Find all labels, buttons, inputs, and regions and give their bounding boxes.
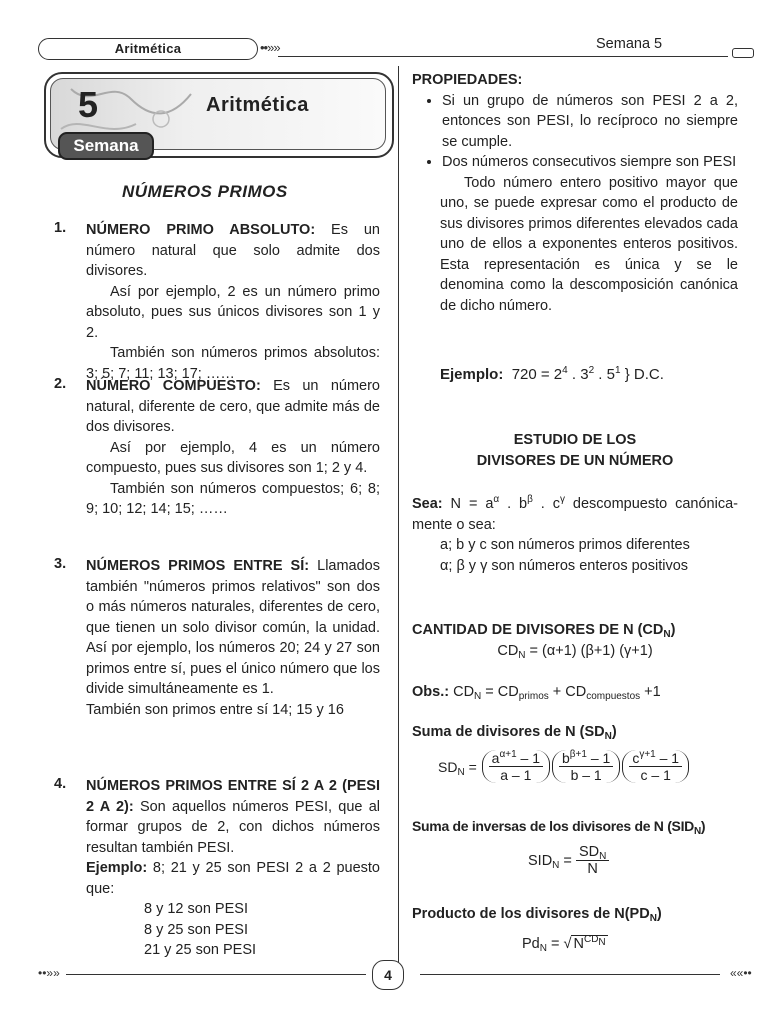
- item-title: NÚMERO COMPUESTO:: [86, 378, 261, 394]
- subscript: primos: [518, 691, 549, 702]
- sea-expr: N = a: [442, 496, 494, 512]
- item-number: 1.: [54, 220, 67, 236]
- example-text: 8; 21 y 25 son PESI 2 a 2 puesto que:: [86, 860, 380, 897]
- obs-expr: + CD: [548, 684, 587, 700]
- obs-expr: +1: [640, 684, 661, 700]
- cd-formula: = (α+1) (β+1) (γ+1): [525, 642, 653, 659]
- subscript: N: [457, 766, 465, 778]
- radicand: N: [573, 936, 584, 952]
- subscript: N: [649, 913, 657, 924]
- exponent: γ: [559, 494, 565, 505]
- header-hook-ornament: [732, 48, 754, 58]
- pair-line: 8 y 25 son PESI: [144, 921, 248, 938]
- header-rule: [278, 56, 728, 57]
- item-number: 2.: [54, 376, 67, 392]
- arrow-ornament: ••»»: [260, 40, 280, 55]
- footer-arrow-left: ••»»: [38, 966, 60, 980]
- equals: =: [468, 758, 477, 775]
- subscript: N: [599, 851, 607, 862]
- frac-num: SD: [578, 844, 600, 860]
- obs-line: [412, 684, 742, 700]
- sea-expr: descompuesto canónica-mente o sea:: [412, 496, 738, 533]
- subscript: N: [694, 826, 701, 837]
- item-text: Es un número natural que solo admite dos divisores.: [86, 222, 380, 279]
- subscript: N: [539, 943, 547, 954]
- study-title-line: ESTUDIO DE LOS: [513, 432, 637, 448]
- property-item: • Dos números consecutivos siempre son PESI: [442, 152, 738, 173]
- sea-line: α; β y γ son números enteros positivos: [440, 557, 689, 574]
- page-number: 4: [372, 960, 404, 990]
- item-paragraph: También son números primos absolutos: 3; 5; 7; 11; 13; 17; ……: [86, 345, 380, 382]
- subscript: compuestos: [586, 691, 641, 702]
- subscript: N: [552, 859, 560, 871]
- properties-title: PROPIEDADES:: [412, 72, 523, 88]
- week-badge: Semana: [58, 132, 154, 160]
- study-heading: [412, 430, 738, 472]
- properties-block: [412, 70, 738, 316]
- subscript: N: [598, 937, 606, 948]
- cd-formula: CD: [497, 642, 519, 659]
- frac-den: b – 1: [570, 767, 602, 783]
- chapter-title: Aritmética: [206, 94, 309, 116]
- exponent: β: [527, 494, 533, 505]
- study-title-line: DIVISORES DE UN NÚMERO: [476, 453, 674, 469]
- obs-expr: CD: [449, 684, 475, 700]
- cd-title: CANTIDAD DE DIVISORES DE N (CD: [412, 622, 664, 638]
- frac-num: – 1: [655, 750, 680, 766]
- pd-title-text: Producto de los divisores de N(PD: [412, 906, 650, 922]
- sd-formula: [438, 750, 690, 783]
- chapter-number: 5: [78, 84, 99, 125]
- frac-num: – 1: [586, 750, 611, 766]
- exponent: γ+1: [639, 749, 656, 760]
- footer-arrow-right: ««••: [730, 966, 752, 980]
- property-item: • Si un grupo de números son PESI 2 a 2, entonces son PESI, lo recíproco no siempre se cumple.: [442, 91, 738, 153]
- sea-label: Sea:: [412, 496, 443, 512]
- exponent: 4: [562, 365, 568, 376]
- item-number: 3.: [54, 556, 67, 572]
- footer-rule-right: [420, 974, 720, 975]
- section-heading: NÚMEROS PRIMOS: [122, 182, 288, 201]
- item-4: [54, 776, 380, 961]
- sd-lhs: SD: [438, 758, 458, 775]
- item-text: Son aquellos números PESI, que al formar grupos de 2, con dichos números resultan también PESI.: [86, 798, 380, 856]
- item-paragraph: También son primos entre sí 14; 15 y 16: [86, 701, 344, 718]
- pd-formula: [522, 936, 608, 952]
- obs-label: Obs.:: [412, 684, 450, 700]
- exponent: CD: [583, 934, 599, 945]
- sid-title-text: Suma de inversas de los divisores de N (SID: [412, 818, 694, 834]
- frac-den: N: [587, 861, 598, 877]
- item-number: 4.: [54, 776, 67, 792]
- item-2: [54, 376, 380, 520]
- example-expr: . 5: [594, 366, 615, 383]
- pd-lhs: Pd: [522, 936, 540, 952]
- item-title: NÚMERO PRIMO ABSOLUTO:: [86, 222, 316, 238]
- sid-formula: [528, 844, 609, 877]
- sea-expr: . c: [532, 496, 560, 512]
- exponent: α+1: [499, 749, 517, 760]
- sid-title-text: ): [700, 818, 706, 834]
- frac-num: – 1: [516, 750, 540, 766]
- frac-num: c: [632, 750, 640, 766]
- sid-lhs: SID: [528, 852, 553, 869]
- pair-line: 21 y 25 son PESI: [144, 942, 257, 958]
- item-1: [54, 220, 380, 384]
- sd-title: [412, 724, 617, 740]
- example-label: Ejemplo:: [86, 860, 148, 876]
- cd-block: [412, 620, 738, 661]
- subscript: N: [474, 691, 482, 702]
- pd-title: [412, 906, 662, 922]
- exponent: 2: [588, 365, 595, 376]
- cd-title: ): [670, 622, 676, 638]
- column-divider: [398, 66, 399, 966]
- fraction-paren: [622, 750, 689, 783]
- exponent: 1: [615, 365, 621, 376]
- frac-den: c – 1: [640, 767, 671, 783]
- example-label: Ejemplo:: [440, 366, 504, 383]
- subscript: N: [604, 731, 612, 742]
- example-line: [440, 366, 664, 383]
- example-expr: } D.C.: [620, 366, 664, 383]
- item-paragraph: Así por ejemplo, 4 es un número compuesto, pues sus divisores son 1; 2 y 4.: [86, 439, 380, 476]
- sd-title-text: ): [611, 724, 617, 740]
- obs-expr: = CD: [481, 684, 519, 700]
- item-title: NÚMEROS PRIMOS ENTRE SÍ 2 A 2 (PESI 2 A 2):: [86, 778, 380, 815]
- exponent: α: [493, 494, 500, 505]
- frac-den: a – 1: [500, 767, 532, 783]
- sea-block: [412, 494, 738, 576]
- frac-num: a: [491, 750, 500, 766]
- example-expr: . 3: [567, 366, 589, 383]
- subscript: N: [518, 649, 526, 661]
- pd-title-text: ): [656, 906, 662, 922]
- subject-pill: Aritmética: [38, 38, 258, 60]
- equals: =: [559, 852, 576, 869]
- pair-line: 8 y 12 son PESI: [144, 901, 248, 917]
- sd-title-text: Suma de divisores de N (SD: [412, 724, 605, 740]
- item-title: NÚMEROS PRIMOS ENTRE SÍ:: [86, 558, 310, 574]
- sea-expr: . b: [499, 496, 528, 512]
- week-label: Semana 5: [596, 36, 663, 52]
- radical-sign: √: [563, 936, 572, 952]
- canonical-paragraph: Todo número entero positivo mayor que uno, se puede expresar como el producto de sus divisores primos diferentes elevados cada uno de ellos a exponentes enteros positivos. Esta representación es única y se le denomina como la descomposición canónica de dicho número.: [440, 174, 738, 314]
- item-paragraph: Así por ejemplo, 2 es un número primo absoluto, pues sus únicos divisores son 1 y 2.: [86, 283, 380, 341]
- item-paragraph: También son números compuestos; 6; 8; 9; 10; 12; 14; 15; ……: [86, 480, 380, 517]
- fraction-paren: [552, 750, 620, 783]
- fraction-paren: [482, 750, 550, 783]
- equals: =: [546, 936, 564, 952]
- item-text: Es un número natural, diferente de cero, que admite más de dos divisores.: [86, 378, 380, 435]
- footer-rule-left: [66, 974, 366, 975]
- sid-title: [412, 818, 706, 837]
- exponent: β+1: [569, 749, 587, 760]
- item-text: Llamados también "números primos relativos" son dos o más números naturales, diferentes de cero, que tienen un solo divisor común, la unidad. Así por ejemplo, los números 20; 24 y 27 son primos entre sí, pues el único número que los divide simultáneamente es 1.: [86, 558, 380, 697]
- example-expr: 720 = 2: [511, 366, 563, 383]
- subscript: N: [663, 629, 671, 640]
- sea-line: a; b y c son números primos diferentes: [440, 537, 690, 553]
- item-3: [54, 556, 380, 720]
- frac-num: b: [562, 750, 570, 766]
